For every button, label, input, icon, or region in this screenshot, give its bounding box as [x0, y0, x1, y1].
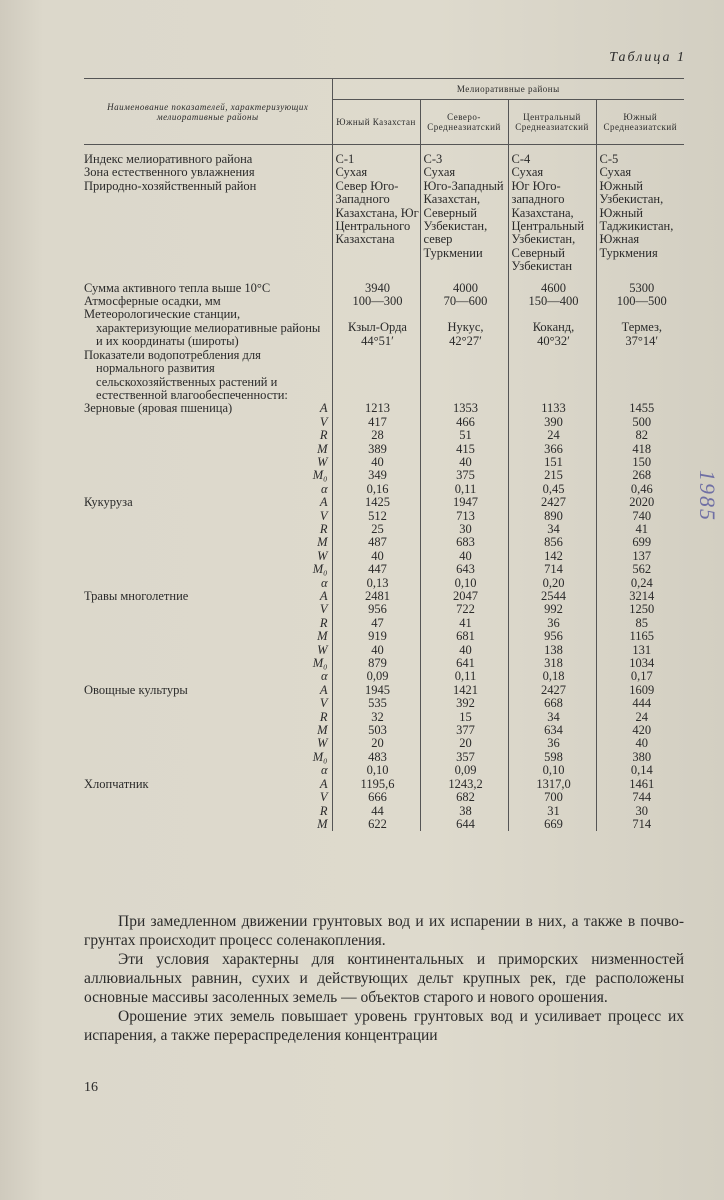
crop-row — [84, 483, 684, 496]
value-cell: 1421 — [420, 684, 508, 697]
value-cell: 268 — [596, 469, 684, 482]
value-cell: 0,10 — [508, 764, 596, 777]
value-cell: 36 — [508, 737, 596, 750]
body-text — [84, 912, 684, 1045]
value-cell: 2047 — [420, 590, 508, 603]
crop-name-empty — [84, 443, 306, 456]
value-cell: 643 — [420, 563, 508, 576]
value-cell: 0,13 — [332, 577, 420, 590]
value-cell: 44 — [332, 805, 420, 818]
value-cell: 1317,0 — [508, 778, 596, 791]
value-cell: 20 — [332, 737, 420, 750]
crop-row — [84, 778, 684, 791]
value-cell: 0,09 — [332, 670, 420, 683]
indicators-label: Показатели водопотребления для нормального развития сельскохозяйственных растений и естественной влагообеспеченности: — [84, 347, 288, 402]
station-coord: 44°51′ — [361, 333, 394, 348]
value-cell: 0,18 — [508, 670, 596, 683]
crop-name-empty — [84, 603, 306, 616]
value-cell: 956 — [332, 603, 420, 616]
cell-index: С-1 — [335, 152, 355, 166]
crop-row — [84, 617, 684, 630]
crop-row — [84, 429, 684, 442]
value-cell: 415 — [420, 443, 508, 456]
indicator-symbol: V — [319, 790, 328, 805]
cell-region: Южный Узбекистан, Южный Таджикистан, Южная Туркмения — [599, 178, 674, 260]
value-cell: 131 — [596, 644, 684, 657]
indicator-symbol: R — [319, 428, 328, 443]
indicator-symbol: R — [319, 709, 328, 724]
station-name: Коканд, — [532, 320, 575, 335]
value-cell: 40 — [420, 456, 508, 469]
station-name: Кзыл-Орда — [348, 320, 407, 335]
crop-name: Хлопчатник — [84, 776, 149, 791]
value-cell: 0,16 — [332, 483, 420, 496]
crop-name-empty — [84, 711, 306, 724]
crop-name: Травы многолетние — [84, 589, 189, 603]
crop-row — [84, 590, 684, 603]
crop-row — [84, 684, 684, 697]
station-name: Нукус, — [447, 320, 484, 335]
crop-row — [84, 670, 684, 683]
value-cell: 1425 — [332, 496, 420, 509]
heat-value: 5300 — [596, 282, 684, 295]
value-cell: 349 — [332, 469, 420, 482]
value-cell: 1133 — [508, 402, 596, 415]
precip-row — [84, 295, 684, 308]
value-cell: 634 — [508, 724, 596, 737]
value-cell: 30 — [596, 805, 684, 818]
value-cell: 740 — [596, 510, 684, 523]
crop-row — [84, 443, 684, 456]
value-cell: 24 — [596, 711, 684, 724]
value-cell: 644 — [420, 818, 508, 831]
crop-row — [84, 764, 684, 777]
crop-name-empty — [84, 630, 306, 643]
value-cell: 713 — [420, 510, 508, 523]
indicator-symbol: α — [320, 481, 328, 496]
crop-name-empty — [84, 751, 306, 764]
crop-name: Кукуруза — [84, 495, 133, 510]
crop-name-empty — [84, 791, 306, 804]
value-cell: 389 — [332, 443, 420, 456]
value-cell: 0,11 — [420, 670, 508, 683]
indicator-symbol: R — [319, 803, 328, 818]
value-cell: 668 — [508, 697, 596, 710]
value-cell: 377 — [420, 724, 508, 737]
cell-zone: Сухая — [423, 165, 456, 180]
value-cell: 2481 — [332, 590, 420, 603]
label-zone: Зона естественного увлажнения — [84, 165, 255, 180]
precip-value: 100—300 — [332, 295, 420, 308]
header-col-3: Центральный Среднеазиатский — [508, 100, 596, 145]
indicator-symbol: A — [319, 589, 328, 603]
crop-row — [84, 724, 684, 737]
value-cell: 714 — [596, 818, 684, 831]
value-cell: 150 — [596, 456, 684, 469]
station-coord: 37°14′ — [625, 333, 659, 348]
crop-row — [84, 697, 684, 710]
value-cell: 366 — [508, 443, 596, 456]
crop-name-empty — [84, 550, 306, 563]
value-cell: 879 — [332, 657, 420, 670]
indicator-symbol: A — [319, 776, 328, 791]
value-cell: 0,10 — [420, 577, 508, 590]
value-cell: 2427 — [508, 684, 596, 697]
indicator-symbol: A — [319, 682, 328, 697]
crop-row — [84, 402, 684, 415]
value-cell: 357 — [420, 751, 508, 764]
value-cell: 0,46 — [596, 483, 684, 496]
value-cell: 38 — [420, 805, 508, 818]
indicator-symbol: R — [319, 521, 328, 536]
stations-label: Метеорологические станции, характеризующие мелиоративные районы и их координаты (широты) — [84, 307, 321, 349]
value-cell: 3214 — [596, 590, 684, 603]
crop-row — [84, 791, 684, 804]
indicator-symbol: V — [319, 414, 328, 429]
precip-value: 100—500 — [596, 295, 684, 308]
value-cell: 0,14 — [596, 764, 684, 777]
value-cell: 0,17 — [596, 670, 684, 683]
value-cell: 418 — [596, 443, 684, 456]
crop-name: Овощные культуры — [84, 682, 188, 697]
value-cell: 215 — [508, 469, 596, 482]
value-cell: 31 — [508, 805, 596, 818]
value-cell: 1945 — [332, 684, 420, 697]
paragraph: При замедленном движении грунтовых вод и их испарении в них, а также в почво-грунтах происходит процесс соленакопления. — [84, 913, 684, 949]
value-cell: 535 — [332, 697, 420, 710]
cell-zone: Сухая — [599, 165, 632, 180]
table-body — [84, 145, 684, 832]
value-cell: 0,45 — [508, 483, 596, 496]
crop-row — [84, 751, 684, 764]
indicator-symbol: α — [320, 575, 328, 590]
value-cell: 2427 — [508, 496, 596, 509]
label-index: Индекс мелиоративного района — [84, 152, 253, 166]
indicator-symbol: V — [319, 602, 328, 617]
crop-name-empty — [84, 483, 306, 496]
cell-region: Юго-Западный Казахстан, Северный Узбекистан, север Туркмении — [423, 178, 504, 260]
data-table-wrapper — [84, 78, 684, 831]
value-cell: 466 — [420, 416, 508, 429]
value-cell: 487 — [332, 536, 420, 549]
crop-name-empty — [84, 617, 306, 630]
value-cell: 1243,2 — [420, 778, 508, 791]
crop-name: Зерновые (яровая пшеница) — [84, 401, 233, 416]
value-cell: 0,09 — [420, 764, 508, 777]
crop-row — [84, 818, 684, 831]
value-cell: 380 — [596, 751, 684, 764]
crop-row — [84, 737, 684, 750]
crop-name-empty — [84, 644, 306, 657]
value-cell: 30 — [420, 523, 508, 536]
value-cell: 622 — [332, 818, 420, 831]
value-cell: 420 — [596, 724, 684, 737]
precip-value: 70—600 — [420, 295, 508, 308]
value-cell: 641 — [420, 657, 508, 670]
value-cell: 390 — [508, 416, 596, 429]
indicator-symbol: V — [319, 508, 328, 523]
station-coord: 42°27′ — [449, 333, 482, 348]
crop-name-empty — [84, 724, 306, 737]
value-cell: 714 — [508, 563, 596, 576]
crop-row — [84, 456, 684, 469]
indicator-symbol: M — [317, 723, 328, 738]
value-cell: 1947 — [420, 496, 508, 509]
value-cell: 41 — [596, 523, 684, 536]
heat-value: 4000 — [420, 282, 508, 295]
paragraph: Орошение этих земель повышает уровень грунтовых вод и усиливает процесс их испарения, а также перераспределения концентрации — [84, 1008, 684, 1044]
value-cell: 36 — [508, 617, 596, 630]
value-cell: 34 — [508, 711, 596, 724]
indicator-symbol: W — [317, 454, 328, 469]
value-cell: 15 — [420, 711, 508, 724]
value-cell: 2544 — [508, 590, 596, 603]
value-cell: 1165 — [596, 630, 684, 643]
paragraph: Эти условия характерны для континентальных и приморских низменностей аллювиальных равнин, сухих и действующих дельт крупных рек, где расположены основные массивы засоленных земель — объектов старого и нового орошения. — [84, 951, 684, 1006]
value-cell: 40 — [420, 644, 508, 657]
value-cell: 32 — [332, 711, 420, 724]
heat-value: 3940 — [332, 282, 420, 295]
value-cell: 503 — [332, 724, 420, 737]
value-cell: 699 — [596, 536, 684, 549]
header-col-1: Южный Казахстан — [332, 100, 420, 145]
value-cell: 890 — [508, 510, 596, 523]
value-cell: 0,11 — [420, 483, 508, 496]
value-cell: 956 — [508, 630, 596, 643]
stations-row — [84, 308, 684, 348]
indicator-symbol: A — [319, 401, 328, 416]
value-cell: 40 — [332, 644, 420, 657]
crop-name-empty — [84, 657, 306, 670]
value-cell: 51 — [420, 429, 508, 442]
crop-row — [84, 416, 684, 429]
indicator-symbol: M — [317, 629, 328, 644]
value-cell: 20 — [420, 737, 508, 750]
precip-value: 150—400 — [508, 295, 596, 308]
indicator-symbol: M — [317, 441, 328, 456]
value-cell: 40 — [596, 737, 684, 750]
indicator-symbol: α — [320, 763, 328, 778]
value-cell: 483 — [332, 751, 420, 764]
value-cell: 82 — [596, 429, 684, 442]
value-cell: 1455 — [596, 402, 684, 415]
value-cell: 34 — [508, 523, 596, 536]
crop-row — [84, 644, 684, 657]
value-cell: 0,24 — [596, 577, 684, 590]
value-cell: 0,10 — [332, 764, 420, 777]
value-cell: 1034 — [596, 657, 684, 670]
value-cell: 992 — [508, 603, 596, 616]
value-cell: 682 — [420, 791, 508, 804]
indicator-symbol: R — [319, 615, 328, 630]
header-col-4: Южный Среднеазиатский — [596, 100, 684, 145]
handwritten-margin-note: 1985 — [695, 470, 720, 522]
crop-row — [84, 577, 684, 590]
label-region: Природно-хозяйственный район — [84, 178, 257, 193]
crop-row — [84, 657, 684, 670]
indicator-symbol: W — [317, 642, 328, 657]
value-cell: 142 — [508, 550, 596, 563]
value-cell: 137 — [596, 550, 684, 563]
indicator-symbol: W — [317, 736, 328, 751]
info-rows — [84, 153, 684, 274]
indicator-symbol: M₀ — [312, 749, 328, 764]
value-cell: 856 — [508, 536, 596, 549]
value-cell: 40 — [420, 550, 508, 563]
crop-row — [84, 603, 684, 616]
heat-row — [84, 282, 684, 295]
value-cell: 598 — [508, 751, 596, 764]
crop-row — [84, 563, 684, 576]
value-cell: 375 — [420, 469, 508, 482]
value-cell: 1213 — [332, 402, 420, 415]
value-cell: 1353 — [420, 402, 508, 415]
crop-row — [84, 469, 684, 482]
value-cell: 40 — [332, 456, 420, 469]
crop-row — [84, 630, 684, 643]
value-cell: 85 — [596, 617, 684, 630]
crop-name-empty — [84, 429, 306, 442]
value-cell: 700 — [508, 791, 596, 804]
table-caption: Таблица 1 — [609, 50, 686, 65]
cell-index: С-5 — [599, 152, 619, 166]
value-cell: 722 — [420, 603, 508, 616]
header-col-2: Северо-Среднеазиатский — [420, 100, 508, 145]
precip-label: Атмосферные осадки, мм — [84, 294, 221, 309]
indicator-symbol: W — [317, 548, 328, 563]
crop-name-empty — [84, 805, 306, 818]
melioration-table — [84, 78, 684, 831]
value-cell: 2020 — [596, 496, 684, 509]
crop-name-empty — [84, 764, 306, 777]
crop-row — [84, 536, 684, 549]
page-number: 16 — [84, 1080, 98, 1095]
heat-label: Сумма активного тепла выше 10°С — [84, 280, 271, 295]
value-cell: 681 — [420, 630, 508, 643]
value-cell: 683 — [420, 536, 508, 549]
value-cell: 500 — [596, 416, 684, 429]
value-cell: 40 — [332, 550, 420, 563]
indicator-symbol: V — [319, 696, 328, 711]
station-coord: 40°32′ — [537, 333, 570, 348]
indicator-symbol: M₀ — [312, 656, 328, 671]
value-cell: 1195,6 — [332, 778, 420, 791]
value-cell: 1250 — [596, 603, 684, 616]
crop-row — [84, 711, 684, 724]
station-name: Термез, — [621, 320, 663, 335]
indicator-symbol: α — [320, 669, 328, 684]
indicator-symbol: M₀ — [312, 468, 328, 483]
crop-name-empty — [84, 456, 306, 469]
value-cell: 392 — [420, 697, 508, 710]
cell-index: С-4 — [511, 152, 531, 166]
value-cell: 447 — [332, 563, 420, 576]
value-cell: 444 — [596, 697, 684, 710]
header-indicator-name: Наименование показателей, характеризующих мелиоративные районы — [84, 79, 332, 145]
value-cell: 1461 — [596, 778, 684, 791]
header-regions-group: Мелиоративные районы — [332, 79, 684, 100]
crop-name-empty — [84, 469, 306, 482]
cell-region: Север Юго-Западного Казахстана, Юг Центрального Казахстана — [335, 178, 419, 247]
value-cell: 1609 — [596, 684, 684, 697]
value-cell: 318 — [508, 657, 596, 670]
value-cell: 666 — [332, 791, 420, 804]
indicator-symbol: M — [317, 816, 328, 831]
value-cell: 41 — [420, 617, 508, 630]
indicator-symbol: A — [319, 495, 328, 510]
value-cell: 0,20 — [508, 577, 596, 590]
value-cell: 919 — [332, 630, 420, 643]
indicators-row — [84, 349, 684, 403]
value-cell: 562 — [596, 563, 684, 576]
crop-name-empty — [84, 818, 306, 831]
crop-name-empty — [84, 416, 306, 429]
cell-index: С-3 — [423, 152, 443, 166]
indicator-symbol: M — [317, 535, 328, 550]
crop-row — [84, 496, 684, 509]
crop-name-empty — [84, 563, 306, 576]
value-cell: 151 — [508, 456, 596, 469]
value-cell: 24 — [508, 429, 596, 442]
crop-name-empty — [84, 510, 306, 523]
value-cell: 25 — [332, 523, 420, 536]
crop-name-empty — [84, 523, 306, 536]
crop-name-empty — [84, 670, 306, 683]
value-cell: 138 — [508, 644, 596, 657]
crop-name-empty — [84, 577, 306, 590]
cell-region: Юг Юго-западного Казахстана, Центральный Узбекистан, Северный Узбекистан — [511, 178, 585, 274]
value-cell: 669 — [508, 818, 596, 831]
value-cell: 47 — [332, 617, 420, 630]
crop-row — [84, 805, 684, 818]
value-cell: 417 — [332, 416, 420, 429]
indicator-symbol: M₀ — [312, 562, 328, 577]
value-cell: 512 — [332, 510, 420, 523]
crop-name-empty — [84, 697, 306, 710]
cell-zone: Сухая — [335, 165, 368, 180]
crop-row — [84, 523, 684, 536]
cell-zone: Сухая — [511, 165, 544, 180]
crop-name-empty — [84, 536, 306, 549]
value-cell: 28 — [332, 429, 420, 442]
value-cell: 744 — [596, 791, 684, 804]
crop-row — [84, 510, 684, 523]
heat-value: 4600 — [508, 282, 596, 295]
crop-row — [84, 550, 684, 563]
crop-name-empty — [84, 737, 306, 750]
